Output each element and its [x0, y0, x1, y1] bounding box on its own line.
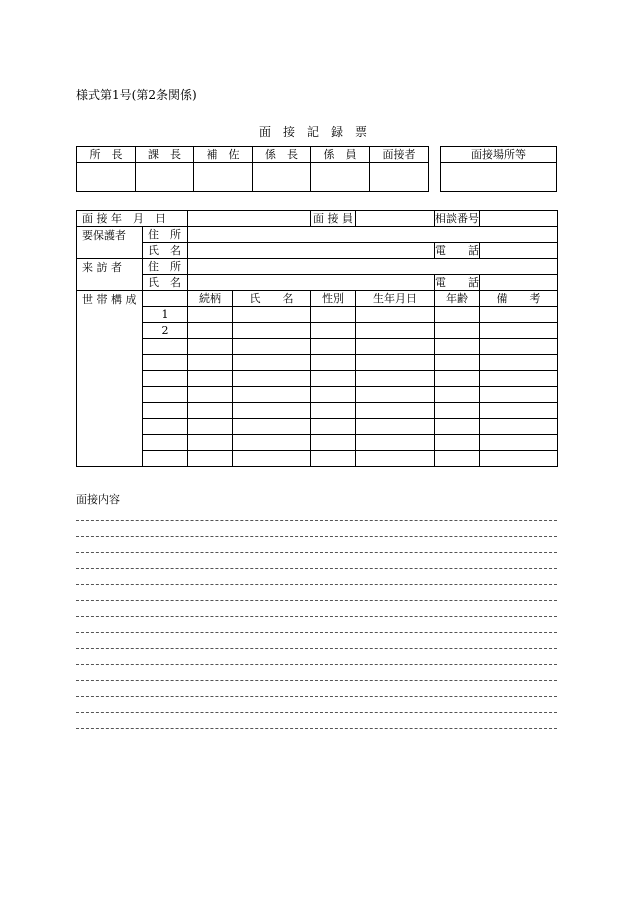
stamp-box[interactable]	[194, 163, 253, 192]
protected-phone-field[interactable]	[480, 243, 558, 259]
memo-line[interactable]	[76, 632, 557, 633]
memo-line[interactable]	[76, 552, 557, 553]
household-cell[interactable]	[435, 307, 480, 323]
visitor-name-label: 氏 名	[143, 275, 188, 291]
household-row-number	[143, 435, 188, 451]
interview-record-table	[76, 210, 558, 467]
household-row-number	[143, 355, 188, 371]
memo-line[interactable]	[76, 568, 557, 569]
memo-line[interactable]	[76, 584, 557, 585]
memo-line[interactable]	[76, 536, 557, 537]
household-row	[77, 323, 558, 339]
household-cell[interactable]	[356, 307, 435, 323]
household-cell[interactable]	[480, 419, 558, 435]
household-cell[interactable]	[435, 451, 480, 467]
household-cell[interactable]	[311, 355, 356, 371]
interview-content-label: 面接内容	[76, 493, 120, 506]
household-col-name: 氏 名	[233, 291, 311, 307]
stamp-header-interviewer: 面接者	[370, 147, 429, 163]
visitor-phone-label: 電 話	[435, 276, 479, 289]
memo-line[interactable]	[76, 520, 557, 521]
protected-name-field[interactable]	[188, 243, 435, 259]
household-cell[interactable]	[356, 371, 435, 387]
household-cell[interactable]	[188, 451, 233, 467]
stamp-box[interactable]	[370, 163, 429, 192]
household-cell[interactable]	[435, 387, 480, 403]
stamp-box[interactable]	[136, 163, 194, 192]
household-cell[interactable]	[233, 419, 311, 435]
visitor-address-label: 住 所	[143, 259, 188, 275]
household-row	[77, 419, 558, 435]
household-cell[interactable]	[188, 355, 233, 371]
interviewer-field[interactable]	[356, 211, 435, 227]
household-cell[interactable]	[356, 451, 435, 467]
stamp-box[interactable]	[253, 163, 311, 192]
household-cell[interactable]	[356, 323, 435, 339]
household-cell[interactable]	[480, 435, 558, 451]
household-cell[interactable]	[233, 307, 311, 323]
household-cell[interactable]	[233, 435, 311, 451]
household-row-number	[143, 419, 188, 435]
household-cell[interactable]	[356, 419, 435, 435]
household-cell[interactable]	[233, 355, 311, 371]
household-cell[interactable]	[480, 323, 558, 339]
household-cell[interactable]	[311, 339, 356, 355]
memo-line[interactable]	[76, 680, 557, 681]
memo-line[interactable]	[76, 648, 557, 649]
household-row-number: 1	[143, 307, 188, 323]
interviewer-label: 面 接 員	[311, 211, 356, 227]
visitor-address-field[interactable]	[188, 259, 558, 275]
stamp-box[interactable]	[311, 163, 370, 192]
memo-line[interactable]	[76, 616, 557, 617]
household-cell[interactable]	[233, 403, 311, 419]
household-cell[interactable]	[188, 419, 233, 435]
interview-place-table	[440, 146, 557, 192]
household-col-age: 年齢	[435, 291, 480, 307]
household-row	[77, 435, 558, 451]
stamp-header-subsection-chief: 係 長	[253, 147, 311, 163]
household-row-number	[143, 339, 188, 355]
household-cell[interactable]	[311, 403, 356, 419]
memo-line[interactable]	[76, 728, 557, 729]
household-row-number	[143, 371, 188, 387]
household-cell[interactable]	[356, 355, 435, 371]
household-cell[interactable]	[233, 371, 311, 387]
household-row	[77, 451, 558, 467]
protected-person-label: 要保護者	[77, 227, 143, 259]
household-cell[interactable]	[435, 371, 480, 387]
household-cell[interactable]	[435, 355, 480, 371]
household-row-number	[143, 451, 188, 467]
visitor-label: 来 訪 者	[77, 259, 143, 291]
household-cell[interactable]	[233, 451, 311, 467]
interview-date-field[interactable]	[188, 211, 311, 227]
household-col-number	[143, 291, 188, 307]
household-cell[interactable]	[311, 387, 356, 403]
stamp-box[interactable]	[77, 163, 136, 192]
household-cell[interactable]	[233, 339, 311, 355]
household-col-relation: 続柄	[188, 291, 233, 307]
household-cell[interactable]	[480, 371, 558, 387]
household-cell[interactable]	[356, 339, 435, 355]
household-row-number	[143, 403, 188, 419]
household-col-sex: 性別	[311, 291, 356, 307]
protected-address-field[interactable]	[188, 227, 558, 243]
household-cell[interactable]	[480, 355, 558, 371]
consult-number-field[interactable]	[480, 211, 558, 227]
interview-place-label: 面接場所等	[441, 147, 557, 163]
form-title: 面接記録票	[258, 125, 379, 139]
household-cell[interactable]	[188, 403, 233, 419]
household-col-birthdate: 生年月日	[356, 291, 435, 307]
stamp-header-staff: 係 員	[311, 147, 370, 163]
household-cell[interactable]	[188, 387, 233, 403]
household-row-number: 2	[143, 323, 188, 339]
household-cell[interactable]	[311, 323, 356, 339]
protected-address-label: 住 所	[143, 227, 188, 243]
household-cell[interactable]	[480, 387, 558, 403]
household-cell[interactable]	[480, 403, 558, 419]
household-row	[77, 387, 558, 403]
stamp-header-section-chief: 課 長	[136, 147, 194, 163]
household-cell[interactable]	[435, 435, 480, 451]
household-cell[interactable]	[188, 371, 233, 387]
household-cell[interactable]	[188, 323, 233, 339]
approval-stamp-table	[76, 146, 429, 192]
household-cell[interactable]	[311, 371, 356, 387]
consult-number-label: 相談番号	[435, 212, 479, 225]
visitor-phone-field[interactable]	[480, 275, 558, 291]
household-cell[interactable]	[311, 419, 356, 435]
household-cell[interactable]	[311, 435, 356, 451]
household-row	[77, 403, 558, 419]
household-row-number	[143, 387, 188, 403]
household-row	[77, 371, 558, 387]
protected-phone-label: 電 話	[435, 244, 479, 257]
household-row	[77, 355, 558, 371]
household-cell[interactable]	[435, 339, 480, 355]
household-cell[interactable]	[480, 307, 558, 323]
household-cell[interactable]	[233, 387, 311, 403]
household-cell[interactable]	[188, 307, 233, 323]
interview-date-label: 面 接 年 月 日	[77, 211, 188, 227]
household-row	[77, 307, 558, 323]
household-cell[interactable]	[435, 419, 480, 435]
household-label: 世 帯 構 成	[77, 291, 143, 467]
household-cell[interactable]	[233, 323, 311, 339]
memo-line[interactable]	[76, 600, 557, 601]
memo-line[interactable]	[76, 664, 557, 665]
household-cell[interactable]	[356, 403, 435, 419]
protected-name-label: 氏 名	[143, 243, 188, 259]
household-row	[77, 339, 558, 355]
household-cell[interactable]	[188, 339, 233, 355]
interview-place-field[interactable]	[441, 163, 557, 192]
stamp-header-director: 所 長	[77, 147, 136, 163]
memo-line[interactable]	[76, 712, 557, 713]
stamp-header-assistant: 補 佐	[194, 147, 253, 163]
household-cell[interactable]	[480, 339, 558, 355]
household-cell[interactable]	[435, 403, 480, 419]
household-cell[interactable]	[311, 451, 356, 467]
household-cell[interactable]	[356, 387, 435, 403]
household-cell[interactable]	[356, 435, 435, 451]
household-cell[interactable]	[480, 451, 558, 467]
form-number: 様式第1号(第2条関係)	[76, 88, 197, 102]
household-col-notes: 備 考	[480, 291, 558, 307]
household-cell[interactable]	[311, 307, 356, 323]
household-cell[interactable]	[435, 323, 480, 339]
household-cell[interactable]	[188, 435, 233, 451]
memo-line[interactable]	[76, 696, 557, 697]
visitor-name-field[interactable]	[188, 275, 435, 291]
